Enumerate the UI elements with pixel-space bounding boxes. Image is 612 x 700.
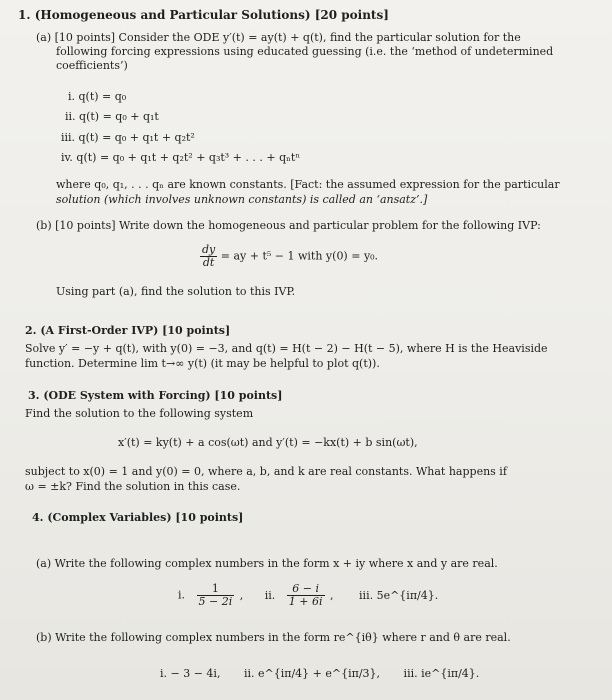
q2-line2: function. Determine lim t→∞ y(t) (it may be helpful to plot q(t)). xyxy=(25,357,380,370)
q4a-ii-denominator: 1 + 6i xyxy=(288,595,323,608)
q3-line3: ω = ±k? Find the solution in this case. xyxy=(25,480,241,493)
q4a-i-label: i. xyxy=(178,588,186,602)
q4a-line: (a) Write the following complex numbers in the form x + iy where x and y are real. xyxy=(36,557,498,570)
q4a-i-denominator: 5 − 2i xyxy=(198,595,233,608)
q1a-item-iv: iv. q(t) = q₀ + q₁t + q₂t² + q₃t³ + . . . + qₙtⁿ xyxy=(61,151,301,164)
dy-dt-fraction xyxy=(200,244,217,269)
q4b-i: i. − 3 − 4i, xyxy=(160,667,221,680)
q3-line1: Find the solution to the following system xyxy=(25,407,254,420)
q3-equation: x′(t) = ky(t) + a cos(ωt) and y′(t) = −kx(t) + b sin(ωt), xyxy=(118,436,418,449)
q1a-item-iii: iii. q(t) = q₀ + q₁t + q₂t² xyxy=(61,131,195,144)
q1-title: 1. (Homogeneous and Particular Solutions) [20 points] xyxy=(18,8,389,22)
q1a-line1: (a) [10 points] Consider the ODE y′(t) = ay(t) + q(t), find the particular solution for the xyxy=(36,31,521,44)
q4-title: 4. (Complex Variables) [10 points] xyxy=(32,511,244,524)
dy-numerator: dy xyxy=(202,243,216,256)
q4a-ii-label: ii. xyxy=(264,588,276,602)
q4a-ii-numerator: 6 − i xyxy=(287,583,325,596)
q1b-equation xyxy=(200,244,378,269)
q4a-ii-fraction xyxy=(287,583,325,608)
q1a-item-i: i. q(t) = q₀ xyxy=(68,90,127,103)
q4b-iii: iii. ie^{iπ/4}. xyxy=(403,667,480,680)
q4b-ii: ii. e^{iπ/4} + e^{iπ/3}, xyxy=(243,667,381,680)
q4a-iii: iii. 5e^{iπ/4}. xyxy=(359,588,439,602)
equation-rest: = ay + t⁵ − 1 with y(0) = y₀. xyxy=(220,249,379,263)
q2-title: 2. (A First-Order IVP) [10 points] xyxy=(25,324,231,337)
q1b-using: Using part (a), find the solution to this IVP. xyxy=(56,285,296,298)
q1a-where-line2: solution (which involves unknown constants) is called an ‘ansatz’.] xyxy=(56,193,428,206)
q2-line1: Solve y′ = −y + q(t), with y(0) = −3, and q(t) = H(t − 2) − H(t − 5), where H is the Heaviside xyxy=(25,342,548,355)
dt-denominator: dt xyxy=(202,256,215,269)
q3-title: 3. (ODE System with Forcing) [10 points] xyxy=(28,389,283,402)
q4a-items: i. $\frac{1}{5 - 2i}$ , ii. $\frac{6 - i}{1 + 6i}$ , iii. 5e^{iπ/4}. xyxy=(178,582,439,608)
q1a-line3: coefficients’) xyxy=(56,59,128,72)
q4a-i-fraction xyxy=(197,583,235,608)
q4b-items xyxy=(160,667,479,681)
q3-line2: subject to x(0) = 1 and y(0) = 0, where a, b, and k are real constants. What happens if xyxy=(25,465,507,478)
q4a-i-numerator: 1 xyxy=(197,583,235,596)
q4b-line: (b) Write the following complex numbers in the form re^{iθ} where r and θ are real. xyxy=(36,631,511,644)
q1a-line2: following forcing expressions using educated guessing (i.e. the ‘method of undetermined xyxy=(56,45,554,58)
q1a-where-line1: where q₀, q₁, . . . qₙ are known constants. [Fact: the assumed expression for the particular xyxy=(56,178,560,191)
q1b-line: (b) [10 points] Write down the homogeneous and particular problem for the following IVP: xyxy=(36,219,541,232)
q1a-item-ii: ii. q(t) = q₀ + q₁t xyxy=(65,110,159,123)
